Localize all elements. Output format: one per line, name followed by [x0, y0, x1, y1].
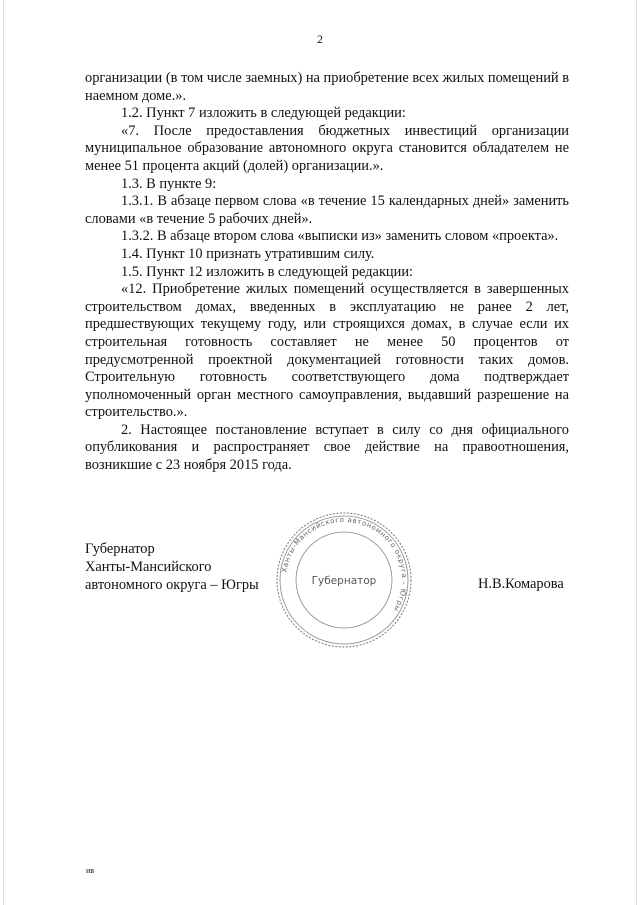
- paragraph-3: 1.3. В пункте 9:: [121, 175, 217, 192]
- paragraph-8: «12. Приобретение жилых помещений осуществляется в завершенных строительством домах, введенных в эксплуатацию не ранее 2 лет, предшествующих текущему году, или строящихся домах, в случае если их строительная готовность составляет не менее 50 процентов от предусмотренной проектной документацией готовности таких домов. Строительную готовность соответствующего дома подтверждает уполномоченный орган местного самоуправления, выдавший разрешение на строительство.».: [85, 281, 569, 421]
- signatory-title-line-2: Ханты-Мансийского: [85, 559, 212, 575]
- signatory-name: Н.В.Комарова: [478, 576, 564, 592]
- scan-edge-left: [3, 0, 4, 905]
- document-body: [85, 70, 569, 475]
- footer-mark: ив: [86, 866, 95, 875]
- paragraph-4: 1.3.1. В абзаце первом слова «в течение 15 календарных дней» заменить словами «в течение 5 рабочих дней».: [85, 193, 569, 227]
- paragraph-2: «7. После предоставления бюджетных инвестиций организации муниципальное образование автономного округа становится обладателем не менее 51 процента акций (долей) организации.».: [85, 122, 569, 174]
- official-stamp: [274, 510, 414, 650]
- paragraph-7: 1.5. Пункт 12 изложить в следующей редакции:: [121, 263, 414, 280]
- signatory-title: [85, 540, 259, 594]
- stamp-ring-text: Ханты-Мансийского автономного округа – Югры: [280, 515, 409, 614]
- stamp-center-text: Губернатор: [311, 575, 377, 587]
- paragraph-0: организации (в том числе заемных) на приобретение всех жилых помещений в наемном доме.».: [85, 70, 569, 104]
- paragraph-6: 1.4. Пункт 10 признать утратившим силу.: [121, 245, 375, 262]
- signatory-title-line-3: автономного округа – Югры: [85, 577, 259, 593]
- scan-edge-right: [636, 0, 637, 905]
- paragraph-5: 1.3.2. В абзаце втором слова «выписки из» заменить словом «проекта».: [121, 228, 559, 245]
- paragraph-9: 2. Настоящее постановление вступает в силу со дня официального опубликования и распространяет свое действие на правоотношения, возникшие с 23 ноября 2015 года.: [85, 421, 569, 474]
- page-number: 2: [317, 32, 323, 46]
- signatory-title-line-1: Губернатор: [85, 541, 155, 557]
- paragraph-1: 1.2. Пункт 7 изложить в следующей редакции:: [121, 105, 406, 122]
